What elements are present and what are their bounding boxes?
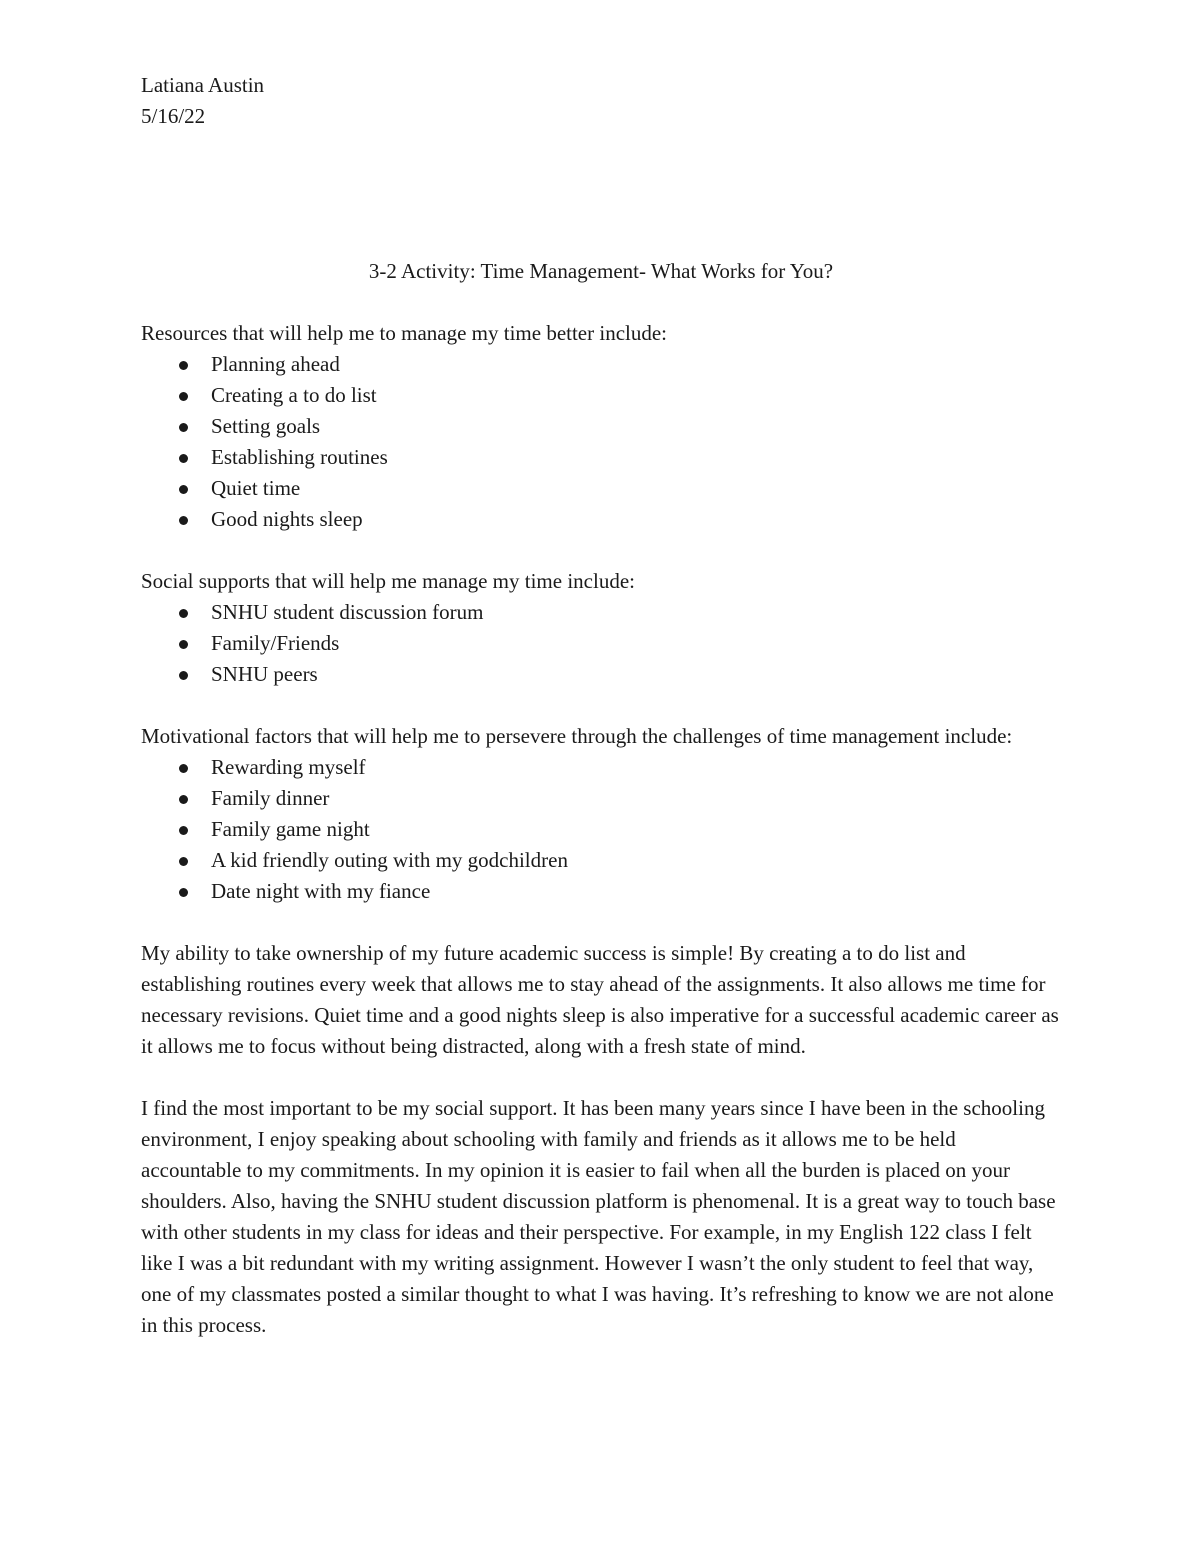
list-item-text: Setting goals: [211, 414, 321, 438]
bullet-list: [141, 349, 1061, 535]
list-item-text: Quiet time: [211, 476, 301, 500]
bullet-list: [141, 597, 1061, 690]
list-item-text: Family dinner: [211, 786, 330, 810]
list-item: [141, 349, 1061, 380]
list-item-text: SNHU peers: [211, 662, 318, 686]
list-item: [141, 783, 1061, 814]
bullet-icon: [179, 392, 188, 401]
bullet-list: [141, 752, 1061, 907]
list-item: [141, 659, 1061, 690]
bullet-icon: [179, 640, 188, 649]
list-item: [141, 380, 1061, 411]
body-paragraph: I find the most important to be my social support. It has been many years since I have been in the schooling environment, I enjoy speaking about schooling with family and friends as it allows me to be held accountable to my commitments. In my opinion it is easier to fail when all the burden is placed on your shoulders. Also, having the SNHU student discussion platform is phenomenal. It is a great way to touch base with other students in my class for ideas and their perspective. For example, in my English 122 class I felt like I was a bit redundant with my writing assignment. However I wasn’t the only student to feel that way, one of my classmates posted a similar thought to what I was having. It’s refreshing to know we are not alone in this process.: [141, 1096, 1056, 1337]
list-item-text: Family/Friends: [211, 631, 340, 655]
list-item-text: Good nights sleep: [211, 507, 363, 531]
list-item: [141, 473, 1061, 504]
section-social-supports: [141, 566, 1061, 690]
list-item-text: Rewarding myself: [211, 755, 366, 779]
list-item: [141, 814, 1061, 845]
list-item-text: Creating a to do list: [211, 383, 377, 407]
bullet-icon: [179, 795, 188, 804]
bullet-icon: [179, 609, 188, 618]
bullet-icon: [179, 857, 188, 866]
section-heading: Social supports that will help me manage my time include:: [141, 569, 635, 593]
list-item: [141, 597, 1061, 628]
list-item-text: A kid friendly outing with my godchildren: [211, 848, 568, 872]
bullet-icon: [179, 454, 188, 463]
spacer: [141, 535, 1061, 566]
bullet-icon: [179, 485, 188, 494]
section-resources: [141, 318, 1061, 535]
bullet-icon: [179, 826, 188, 835]
section-motivational-factors: [141, 721, 1061, 907]
bullet-icon: [179, 423, 188, 432]
bullet-icon: [179, 888, 188, 897]
list-item-text: Date night with my fiance: [211, 879, 431, 903]
list-item-text: Planning ahead: [211, 352, 340, 376]
spacer: [141, 132, 1061, 256]
list-item: [141, 504, 1061, 535]
spacer: [141, 907, 1061, 938]
spacer: [141, 1062, 1061, 1093]
spacer: [141, 287, 1061, 318]
bullet-icon: [179, 361, 188, 370]
list-item: [141, 628, 1061, 659]
section-heading: Motivational factors that will help me to persevere through the challenges of time management include:: [141, 724, 1013, 748]
list-item-text: Establishing routines: [211, 445, 388, 469]
document-title: 3-2 Activity: Time Management- What Works for You?: [368, 259, 834, 283]
list-item-text: SNHU student discussion forum: [211, 600, 484, 624]
bullet-icon: [179, 516, 188, 525]
bullet-icon: [179, 764, 188, 773]
list-item: [141, 442, 1061, 473]
list-item-text: Family game night: [211, 817, 370, 841]
body-paragraph: My ability to take ownership of my future academic success is simple! By creating a to do list and establishing routines every week that allows me to stay ahead of the assignments. It also allows me time for necessary revisions. Quiet time and a good nights sleep is also imperative for a successful academic career as it allows me to focus without being distracted, along with a fresh state of mind.: [141, 941, 1059, 1058]
list-item: [141, 411, 1061, 442]
bullet-icon: [179, 671, 188, 680]
spacer: [141, 690, 1061, 721]
list-item: [141, 845, 1061, 876]
list-item: [141, 876, 1061, 907]
list-item: [141, 752, 1061, 783]
document-page: [141, 70, 1061, 1341]
document-date: 5/16/22: [141, 104, 206, 128]
section-heading: Resources that will help me to manage my time better include:: [141, 321, 668, 345]
author-name: Latiana Austin: [141, 73, 265, 97]
